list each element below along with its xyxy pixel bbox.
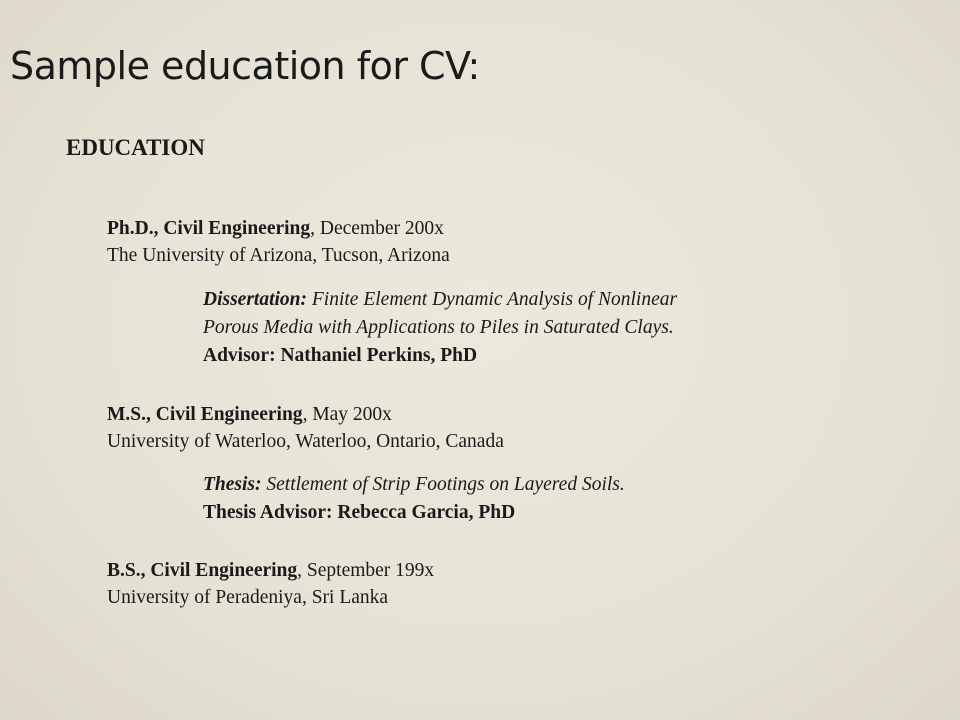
- degree-line: [107, 401, 504, 428]
- degree-line: [107, 557, 434, 584]
- advisor-line: [203, 342, 677, 370]
- thesis-line-1: [203, 471, 625, 499]
- thesis-details: [203, 471, 625, 527]
- degree-name: Ph.D., Civil Engineering: [107, 218, 311, 239]
- degree-name: M.S., Civil Engineering: [107, 404, 303, 425]
- dissertation-details: [203, 286, 677, 370]
- degree-name: B.S., Civil Engineering: [107, 560, 298, 581]
- degree-line: [107, 215, 450, 242]
- thesis-label: Thesis:: [203, 474, 262, 495]
- dissertation-label: Dissertation:: [203, 289, 308, 310]
- institution: University of Peradeniya, Sri Lanka: [107, 587, 389, 608]
- degree-date: , December 200x: [310, 218, 444, 239]
- institution: The University of Arizona, Tucson, Arizona: [107, 245, 450, 266]
- advisor-line: [203, 499, 625, 527]
- section-heading-education: EDUCATION: [66, 135, 205, 160]
- advisor-name: Advisor: Nathaniel Perkins, PhD: [203, 345, 478, 366]
- institution: University of Waterloo, Waterloo, Ontario, Canada: [107, 431, 504, 452]
- education-entry-ms: [107, 401, 504, 455]
- dissertation-line-2: [203, 314, 677, 342]
- degree-date: , May 200x: [302, 404, 392, 425]
- degree-date: , September 199x: [297, 560, 435, 581]
- slide-title: Sample education for CV:: [10, 44, 480, 88]
- thesis-title: Settlement of Strip Footings on Layered Soils.: [261, 474, 625, 495]
- dissertation-line-1: [203, 286, 677, 314]
- dissertation-title-part1: Finite Element Dynamic Analysis of Nonlinear: [307, 289, 678, 310]
- education-entry-phd: [107, 215, 450, 269]
- advisor-name: Thesis Advisor: Rebecca Garcia, PhD: [203, 502, 516, 523]
- education-entry-bs: [107, 557, 434, 611]
- dissertation-title-part2: Porous Media with Applications to Piles in Saturated Clays.: [203, 317, 674, 338]
